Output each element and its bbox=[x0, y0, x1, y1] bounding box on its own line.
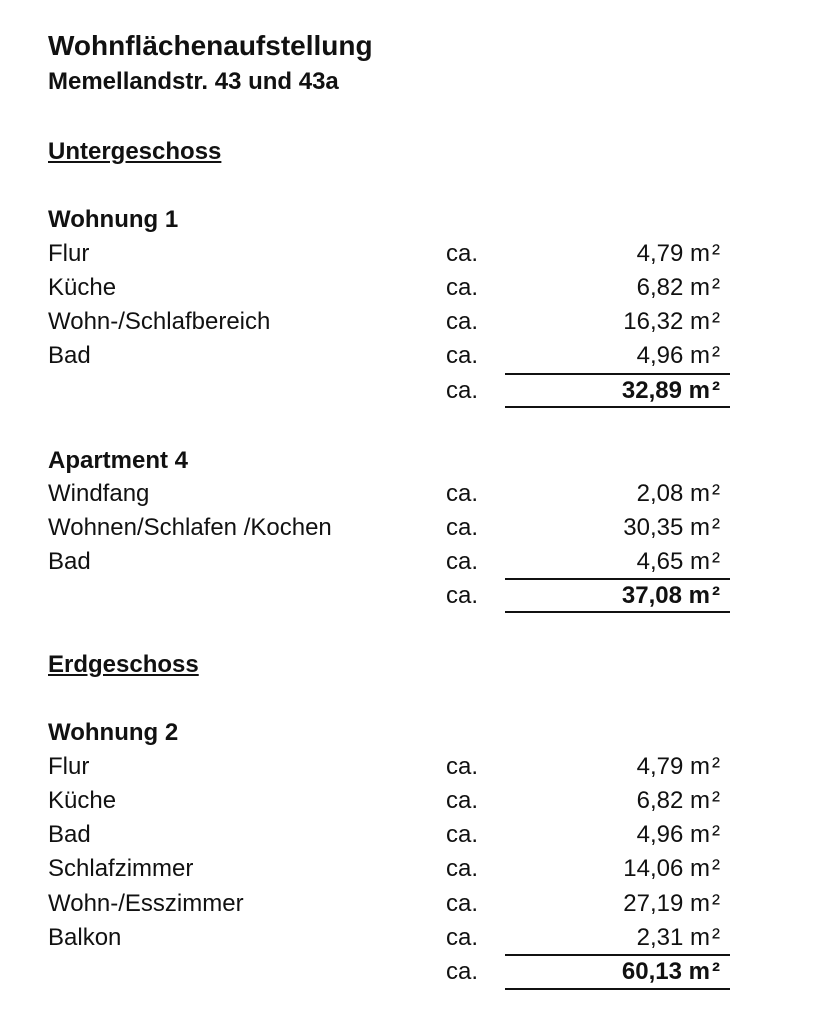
table-row bbox=[0, 271, 827, 305]
area-unit: ² bbox=[712, 377, 720, 404]
room-name: Bad bbox=[48, 821, 91, 848]
approx-label: ca. bbox=[446, 274, 479, 301]
area-unit: ² bbox=[712, 308, 720, 335]
table-row bbox=[0, 852, 827, 886]
table-row bbox=[0, 818, 827, 852]
area-unit: ² bbox=[712, 480, 720, 507]
approx-label: ca. bbox=[446, 240, 479, 267]
room-area: 4,79 m bbox=[636, 240, 710, 267]
area-unit: ² bbox=[712, 924, 720, 951]
table-row bbox=[0, 305, 827, 339]
approx-label: ca. bbox=[446, 821, 479, 848]
area-unit: ² bbox=[712, 855, 720, 882]
room-area: 6,82 m bbox=[636, 787, 710, 814]
room-area: 2,08 m bbox=[636, 480, 710, 507]
area-unit: ² bbox=[712, 548, 720, 575]
total-row bbox=[0, 374, 827, 408]
approx-label: ca. bbox=[446, 890, 479, 917]
approx-label: ca. bbox=[446, 548, 479, 575]
table-row bbox=[0, 237, 827, 271]
approx-label: ca. bbox=[446, 958, 479, 985]
total-row bbox=[0, 579, 827, 613]
approx-label: ca. bbox=[446, 924, 479, 951]
table-row bbox=[0, 750, 827, 784]
room-name: Wohn-/Schlafbereich bbox=[48, 308, 271, 335]
area-unit: ² bbox=[712, 582, 720, 609]
approx-label: ca. bbox=[446, 342, 479, 369]
approx-label: ca. bbox=[446, 308, 479, 335]
room-area: 16,32 m bbox=[623, 308, 710, 335]
room-area: 4,65 m bbox=[636, 548, 710, 575]
sum-rule-bottom bbox=[505, 611, 730, 613]
area-unit: ² bbox=[712, 240, 720, 267]
table-row bbox=[0, 511, 827, 545]
room-name: Balkon bbox=[48, 924, 122, 951]
approx-label: ca. bbox=[446, 855, 479, 882]
total-area: 32,89 m bbox=[621, 377, 710, 404]
unit-heading-wohnung-2: Wohnung 2 bbox=[48, 719, 179, 746]
sum-rule-bottom bbox=[505, 406, 730, 408]
approx-label: ca. bbox=[446, 582, 479, 609]
document-title: Wohnflächenaufstellung bbox=[48, 30, 373, 61]
room-area: 2,31 m bbox=[636, 924, 710, 951]
room-area: 4,96 m bbox=[636, 342, 710, 369]
total-row bbox=[0, 955, 827, 989]
area-unit: ² bbox=[712, 787, 720, 814]
room-name: Küche bbox=[48, 274, 117, 301]
unit-heading-apartment-4: Apartment 4 bbox=[48, 447, 189, 474]
total-area: 37,08 m bbox=[621, 582, 710, 609]
room-name: Wohn-/Esszimmer bbox=[48, 890, 244, 917]
table-row bbox=[0, 887, 827, 921]
approx-label: ca. bbox=[446, 377, 479, 404]
room-name: Schlafzimmer bbox=[48, 855, 194, 882]
room-area: 4,79 m bbox=[636, 753, 710, 780]
table-row bbox=[0, 545, 827, 579]
area-unit: ² bbox=[712, 958, 720, 985]
unit-heading-wohnung-1: Wohnung 1 bbox=[48, 206, 179, 233]
floor-heading-untergeschoss: Untergeschoss bbox=[48, 138, 222, 165]
room-area: 6,82 m bbox=[636, 274, 710, 301]
room-area: 4,96 m bbox=[636, 821, 710, 848]
room-area: 14,06 m bbox=[623, 855, 710, 882]
approx-label: ca. bbox=[446, 787, 479, 814]
approx-label: ca. bbox=[446, 753, 479, 780]
sum-rule-bottom bbox=[505, 988, 730, 990]
table-row bbox=[0, 921, 827, 955]
room-area: 27,19 m bbox=[623, 890, 710, 917]
floor-heading-erdgeschoss: Erdgeschoss bbox=[48, 651, 199, 678]
room-name: Bad bbox=[48, 548, 91, 575]
room-name: Flur bbox=[48, 753, 90, 780]
area-unit: ² bbox=[712, 821, 720, 848]
table-row bbox=[0, 477, 827, 511]
room-name: Flur bbox=[48, 240, 90, 267]
room-name: Wohnen/Schlafen /Kochen bbox=[48, 514, 332, 541]
area-unit: ² bbox=[712, 890, 720, 917]
room-name: Windfang bbox=[48, 480, 150, 507]
total-area: 60,13 m bbox=[621, 958, 710, 985]
approx-label: ca. bbox=[446, 480, 479, 507]
area-unit: ² bbox=[712, 342, 720, 369]
table-row bbox=[0, 339, 827, 373]
document-subtitle: Memellandstr. 43 und 43a bbox=[48, 68, 339, 95]
table-row bbox=[0, 784, 827, 818]
approx-label: ca. bbox=[446, 514, 479, 541]
area-unit: ² bbox=[712, 514, 720, 541]
area-unit: ² bbox=[712, 274, 720, 301]
room-name: Küche bbox=[48, 787, 117, 814]
room-name: Bad bbox=[48, 342, 91, 369]
area-unit: ² bbox=[712, 753, 720, 780]
room-area: 30,35 m bbox=[623, 514, 710, 541]
